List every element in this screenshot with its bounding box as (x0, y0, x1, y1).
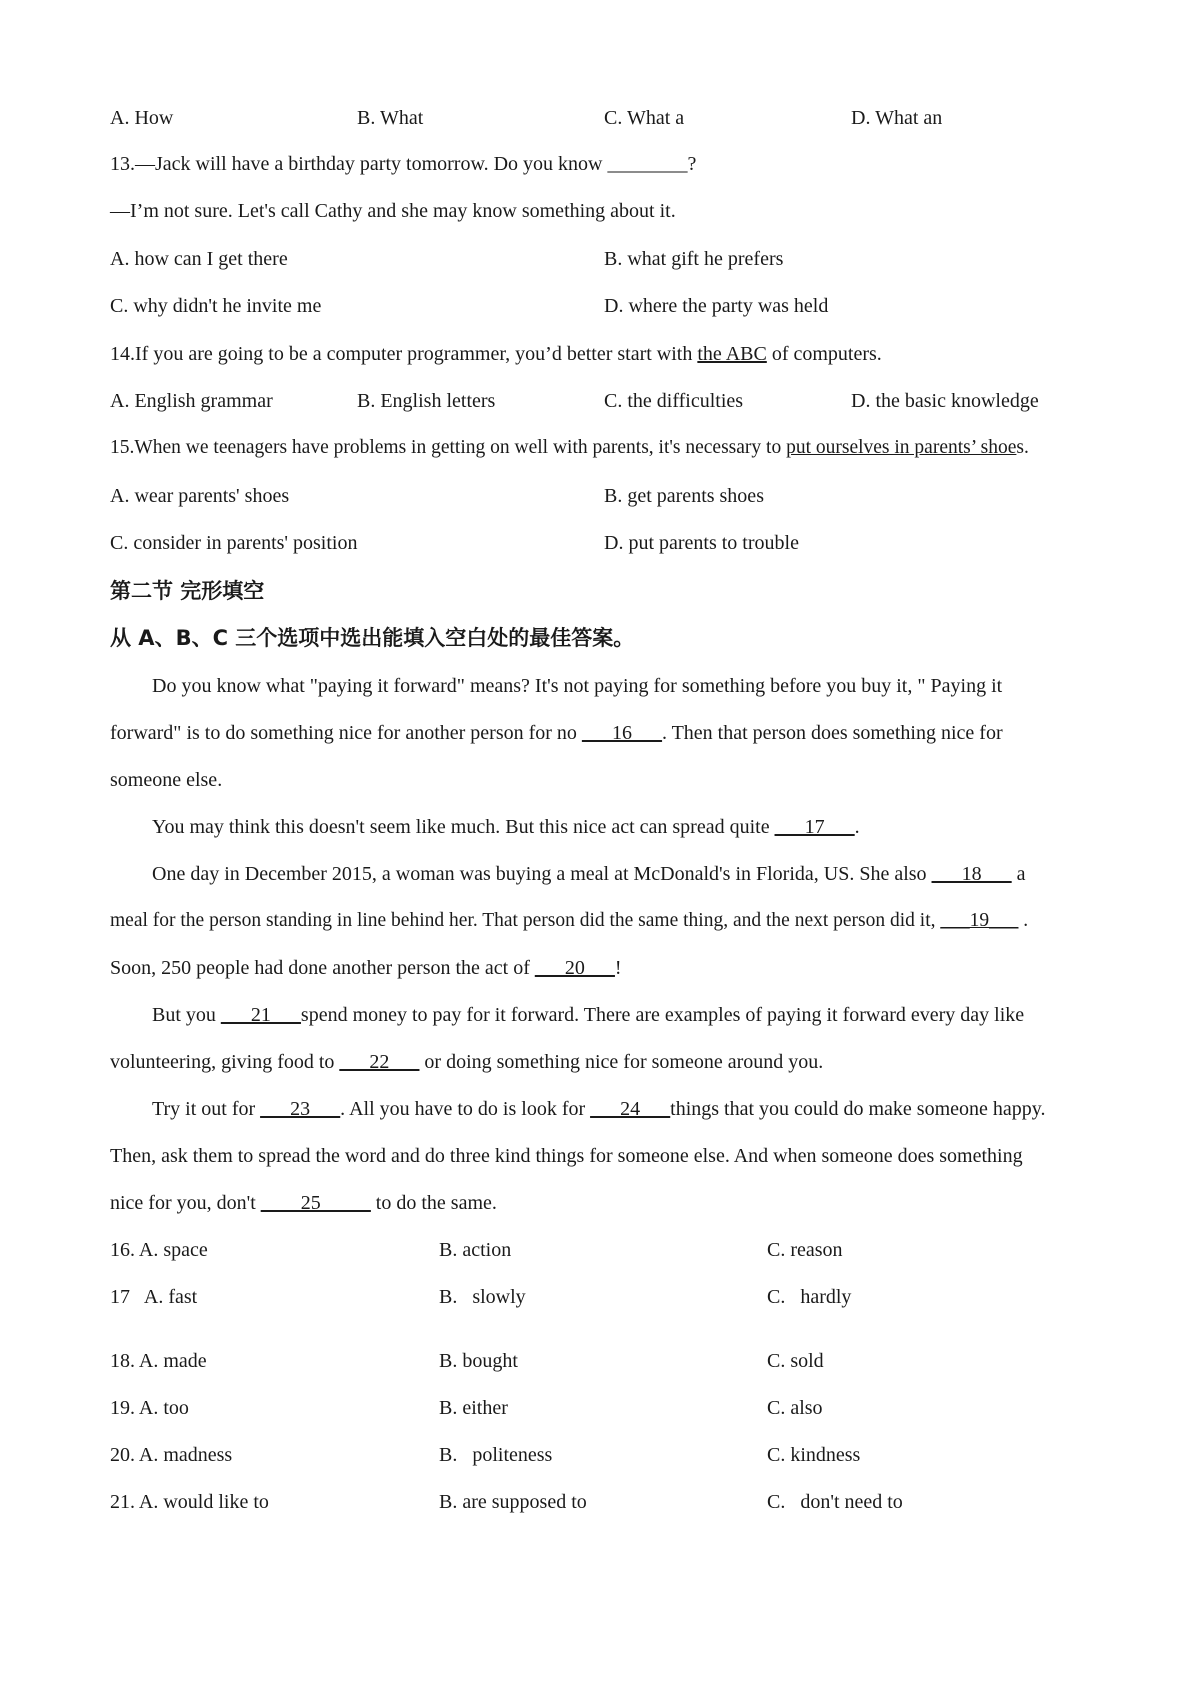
q12-option-c: C. What a (604, 107, 685, 129)
text: forward" is to do something nice for another person for no (110, 722, 582, 744)
text: Try it out for (152, 1098, 261, 1120)
q16-option-a: 16. A. space (110, 1239, 208, 1261)
q16-option-b: B. action (439, 1239, 512, 1261)
q13-option-b: B. what gift he prefers (604, 248, 784, 270)
text: . All you have to do is look for (340, 1098, 591, 1120)
q18-option-c: C. sold (767, 1350, 824, 1372)
text: spend money to pay for it forward. There are examples of paying it forward every day like (300, 1004, 1025, 1026)
passage-p1-line2 (110, 721, 1003, 745)
passage-p5-line1 (152, 1097, 1045, 1121)
text: meal for the person standing in line behind her. That person did the same thing, and the next person did it, (110, 910, 941, 931)
q21-option-a: 21. A. would like to (110, 1491, 269, 1513)
q14-option-b: B. English letters (357, 390, 496, 412)
q12-option-b: B. What (357, 107, 424, 129)
text: You may think this doesn't seem like much. But this nice act can spread quite (152, 816, 775, 838)
text: a (1011, 863, 1026, 885)
q15-option-a: A. wear parents' shoes (110, 485, 290, 507)
passage-p3-line2 (110, 909, 1028, 933)
text: . (1018, 910, 1029, 931)
q19-option-c: C. also (767, 1397, 823, 1419)
q14-stem-pre: 14.If you are going to be a computer programmer, you’d better start with (110, 343, 698, 365)
q15-option-c: C. consider in parents' position (110, 532, 358, 554)
q19-option-a: 19. A. too (110, 1397, 189, 1419)
section-instruction: 从 A、B、C 三个选项中选出能填入空白处的最佳答案。 (110, 626, 635, 650)
q14-option-d: D. the basic knowledge (851, 390, 1039, 412)
passage-p1-line3: someone else. (110, 769, 223, 791)
passage-p3-line1 (152, 862, 1025, 886)
text: ! (614, 957, 622, 979)
q14-option-c: C. the difficulties (604, 390, 744, 412)
q13-option-c: C. why didn't he invite me (110, 295, 322, 317)
q13-reply: —I’m not sure. Let's call Cathy and she may know something about it. (110, 200, 676, 222)
q15-stem-pre: 15.When we teenagers have problems in getting on well with parents, it's necessary to (110, 437, 787, 458)
q15-underlined-phrase: put ourselves in parents’ shoe (786, 437, 1017, 458)
text: But you (152, 1004, 221, 1026)
text: or doing something nice for someone around you. (419, 1051, 824, 1073)
q14-option-a: A. English grammar (110, 390, 273, 412)
blank-18: ___18___ (931, 863, 1012, 885)
q18-option-b: B. bought (439, 1350, 518, 1372)
q21-option-c: C. don't need to (767, 1491, 903, 1513)
q15-stem (110, 436, 1029, 460)
blank-17: ___17___ (774, 816, 855, 838)
q14-stem (110, 342, 882, 366)
passage-p4-line1 (152, 1003, 1024, 1027)
q13-stem: 13.—Jack will have a birthday party tomorrow. Do you know ________? (110, 153, 697, 175)
text: volunteering, giving food to (110, 1051, 340, 1073)
q19-option-b: B. either (439, 1397, 508, 1419)
text: things that you could do make someone happy. (670, 1098, 1046, 1120)
q15-option-d: D. put parents to trouble (604, 532, 799, 554)
q17-option-b: B. slowly (439, 1286, 526, 1308)
text: Soon, 250 people had done another person the act of (110, 957, 535, 979)
q15-stem-post: s. (1016, 437, 1029, 458)
q17-option-a: 17 A. fast (110, 1286, 198, 1308)
blank-20: ___20___ (534, 957, 615, 979)
q17-option-c: C. hardly (767, 1286, 852, 1308)
blank-25: ____25_____ (260, 1192, 371, 1214)
blank-19: ___19___ (940, 910, 1019, 931)
text: to do the same. (370, 1192, 497, 1214)
q13-option-a: A. how can I get there (110, 248, 288, 270)
text: . Then that person does something nice for (661, 722, 1003, 744)
q20-option-a: 20. A. madness (110, 1444, 233, 1466)
q13-option-d: D. where the party was held (604, 295, 829, 317)
q12-option-d: D. What an (851, 107, 943, 129)
blank-22: ___22___ (339, 1051, 420, 1073)
passage-p3-line3 (110, 956, 622, 980)
q14-stem-post: of computers. (766, 343, 882, 365)
q14-underlined-phrase: the ABC (697, 343, 767, 365)
text: . (854, 816, 860, 838)
q20-option-b: B. politeness (439, 1444, 553, 1466)
passage-p1-line1: Do you know what "paying it forward" means? It's not paying for something before you buy it, " Paying it (152, 675, 1003, 697)
blank-23: ___23___ (260, 1098, 341, 1120)
blank-24: ___24___ (590, 1098, 671, 1120)
text: One day in December 2015, a woman was buying a meal at McDonald's in Florida, US. She also (152, 863, 932, 885)
q16-option-c: C. reason (767, 1239, 843, 1261)
q18-option-a: 18. A. made (110, 1350, 207, 1372)
passage-p2-line1 (152, 815, 860, 839)
q21-option-b: B. are supposed to (439, 1491, 587, 1513)
q15-option-b: B. get parents shoes (604, 485, 764, 507)
q12-option-a: A. How (110, 107, 174, 129)
passage-p5-line2: Then, ask them to spread the word and do three kind things for someone else. And when someone does something (110, 1145, 1023, 1167)
text: nice for you, don't (110, 1192, 261, 1214)
passage-p4-line2 (110, 1050, 823, 1074)
blank-21: ___21___ (220, 1004, 301, 1026)
passage-p5-line3 (110, 1191, 497, 1215)
q20-option-c: C. kindness (767, 1444, 861, 1466)
blank-16: ___16___ (581, 722, 662, 744)
section-title: 第二节 完形填空 (110, 579, 265, 603)
